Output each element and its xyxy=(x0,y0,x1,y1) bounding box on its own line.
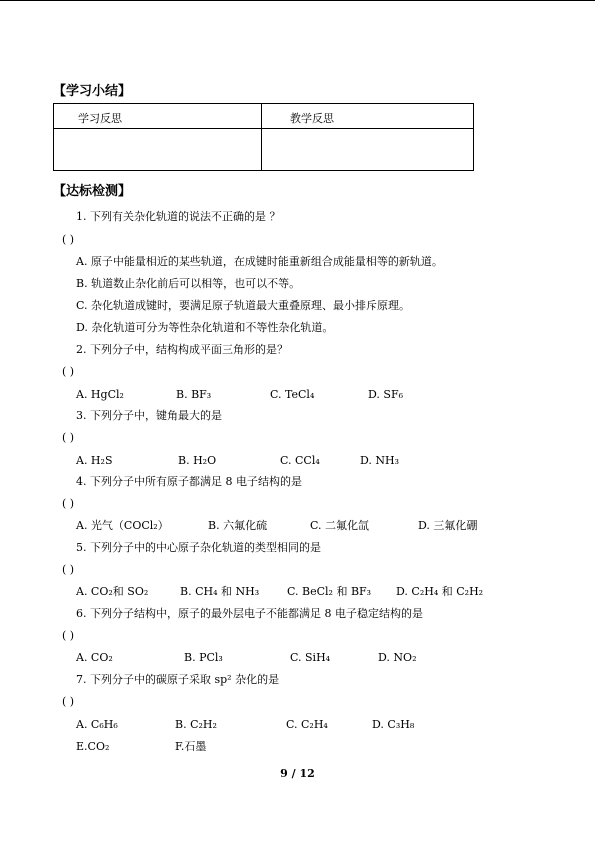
question-7-option-c: C. C₂H₄ xyxy=(286,718,328,731)
question-1-option-c: C. 杂化轨道成键时，要满足原子轨道最大重叠原理、最小排斥原理。 xyxy=(76,299,411,312)
answer-paren: ( ) xyxy=(62,695,75,708)
question-4-stem: 4. 下列分子中所有原子都满足 8 电子结构的是 xyxy=(76,475,302,488)
table-header-study-reflection: 学习反思 xyxy=(78,112,122,125)
question-7-option-a: A. C₆H₆ xyxy=(76,718,118,731)
question-2-option-a: A. HgCl₂ xyxy=(76,388,124,401)
question-5-option-c: C. BeCl₂ 和 BF₃ xyxy=(287,585,372,598)
header-rule xyxy=(0,0,595,1)
question-2-stem: 2. 下列分子中，结构构成平面三角形的是？ xyxy=(76,343,288,356)
question-2-option-b: B. BF₃ xyxy=(176,388,212,401)
question-2-option-d: D. SF₆ xyxy=(368,388,403,401)
question-2-option-c: C. TeCl₄ xyxy=(270,388,315,401)
question-7-option-e: E.CO₂ xyxy=(76,740,110,753)
question-5-option-b: B. CH₄ 和 NH₃ xyxy=(180,585,260,598)
question-7-option-b: B. C₂H₂ xyxy=(175,718,217,731)
question-5-option-d: D. C₂H₄ 和 C₂H₂ xyxy=(396,585,484,598)
question-4-option-c: C. 二氟化氙 xyxy=(310,519,370,532)
question-7-option-f: F.石墨 xyxy=(175,740,207,753)
answer-paren: ( ) xyxy=(62,629,75,642)
question-6-stem: 6. 下列分子结构中，原子的最外层电子不能都满足 8 电子稳定结构的是 xyxy=(76,607,423,620)
question-7-stem: 7. 下列分子中的碳原子采取 sp² 杂化的是 xyxy=(76,673,280,686)
question-4-option-b: B. 六氟化硫 xyxy=(208,519,268,532)
reflection-table xyxy=(53,103,474,171)
question-3-option-b: B. H₂O xyxy=(178,454,217,467)
table-header-teaching-reflection: 教学反思 xyxy=(290,112,334,125)
table-divider xyxy=(54,128,473,129)
question-6-option-d: D. NO₂ xyxy=(378,651,417,664)
question-3-option-d: D. NH₃ xyxy=(360,454,400,467)
question-1-stem: 1. 下列有关杂化轨道的说法不正确的是 ？ xyxy=(76,210,281,223)
question-6-option-b: B. PCl₃ xyxy=(184,651,223,664)
question-1-option-a: A. 原子中能量相近的某些轨道，在成键时能重新组合成能量相等的新轨道。 xyxy=(76,255,443,268)
table-divider xyxy=(261,104,262,170)
question-3-stem: 3. 下列分子中，键角最大的是 xyxy=(76,409,222,422)
question-4-option-d: D. 三氟化硼 xyxy=(418,519,478,532)
question-7-option-d: D. C₃H₈ xyxy=(372,718,415,731)
question-4-option-a: A. 光气（COCl₂） xyxy=(76,519,169,532)
answer-paren: ( ) xyxy=(62,365,75,378)
question-5-stem: 5. 下列分子中的中心原子杂化轨道的类型相同的是 xyxy=(76,541,321,554)
question-6-option-a: A. CO₂ xyxy=(76,651,113,664)
answer-paren: ( ) xyxy=(62,497,75,510)
question-1-option-b: B. 轨道数止杂化前后可以相等，也可以不等。 xyxy=(76,277,301,290)
section-title-summary: 【学习小结】 xyxy=(53,84,132,99)
section-title-test: 【达标检测】 xyxy=(53,184,132,199)
question-3-option-c: C. CCl₄ xyxy=(280,454,320,467)
question-1-option-d: D. 杂化轨道可分为等性杂化轨道和不等性杂化轨道。 xyxy=(76,321,334,334)
page-number: 9 / 12 xyxy=(280,767,315,780)
question-6-option-c: C. SiH₄ xyxy=(290,651,331,664)
question-3-option-a: A. H₂S xyxy=(76,454,113,467)
answer-paren: ( ) xyxy=(62,563,75,576)
answer-paren: ( ) xyxy=(62,233,75,246)
question-5-option-a: A. CO₂和 SO₂ xyxy=(76,585,149,598)
answer-paren: ( ) xyxy=(62,431,75,444)
